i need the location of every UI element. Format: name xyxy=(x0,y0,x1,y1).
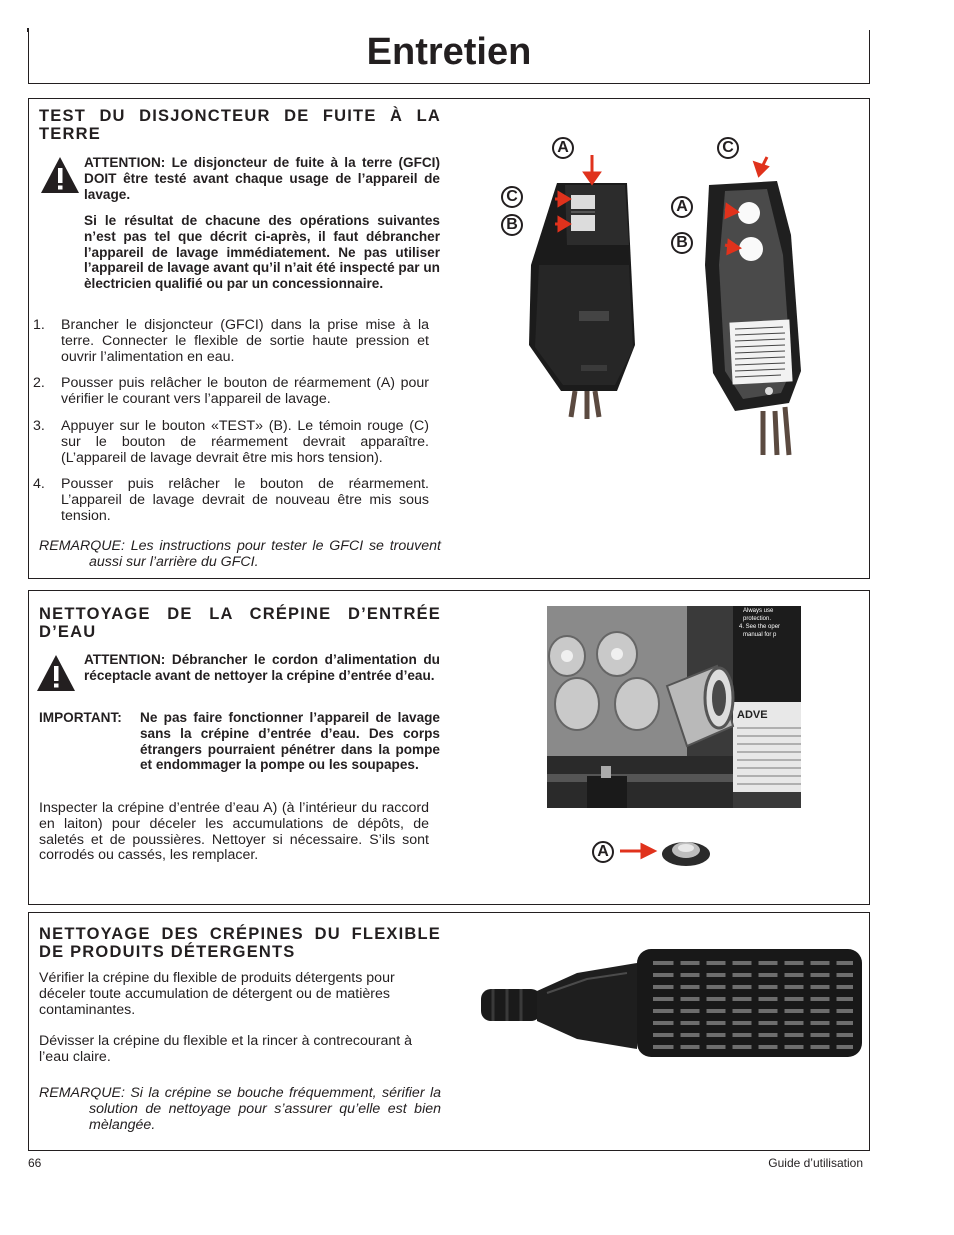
callout-a: A xyxy=(552,137,574,159)
gfci-illustration xyxy=(499,135,819,465)
gfci-note-text: REMARQUE: Les instructions pour tester le GFCI se trouvent aussi sur l’arrière du GFCI. xyxy=(39,538,441,570)
gfci-steps xyxy=(33,317,429,525)
strainer-important-text: Ne pas faire fonctionner l’appareil de lavage sans la crépine d’entrée d’eau. Des corps étrangers pourraient pénétrer dans la pompe et endommager la pompe ou les soupapes. xyxy=(140,710,440,773)
page-title: Entretien xyxy=(366,31,532,73)
list-item xyxy=(33,375,429,408)
detergent-body-1: Vérifier la crépine du flexible de produits détergents pour déceler toute accumulation de détergent ou de matières contaminantes. xyxy=(39,970,395,1018)
step-text: Pousser puis relâcher le bouton de réarmement. L’appareil de lavage devrait de nouveau être mis sous tension. xyxy=(61,476,429,524)
list-item xyxy=(33,476,429,524)
step-number: 2. xyxy=(33,375,45,392)
step-text: Brancher le disjoncteur (GFCI) dans la prise mise à la terre. Connecter le flexible de sortie haute pression et ouvrir l’alimentation en eau. xyxy=(61,317,429,365)
step-number: 1. xyxy=(33,317,45,333)
detergent-body-2: Dévisser la crépine du flexible et la rincer à contrecourant à l’eau claire. xyxy=(39,1033,413,1065)
callout-b: B xyxy=(501,214,523,236)
detergent-heading: NETTOYAGE DES CRÉPINES DU FLEXIBLE DE PRODUITS DÉTERGENTS xyxy=(39,925,441,961)
photo-text: Always use xyxy=(743,608,774,614)
callout-b: B xyxy=(671,232,693,254)
list-item xyxy=(33,417,429,466)
detergent-note-text: REMARQUE: Si la crépine se bouche fréquemment, sérifier la solution de nettoyage pour s’assurer qu’elle est bien mèlangée. xyxy=(39,1085,441,1133)
strainer-section xyxy=(28,590,870,905)
gfci-note xyxy=(39,539,441,571)
strainer-body: Inspecter la crépine d’entrée d’eau A) (à l’intérieur du raccord en laiton) pour déceler les accumulations de dépôts, de saletés et de poussières. Nettoyer si nécessaire. S’ils sont corrodés ou cassés, les remplacer. xyxy=(39,800,429,864)
strainer-part xyxy=(614,834,734,874)
callout-c: C xyxy=(501,186,523,208)
strainer-important-label: IMPORTANT: xyxy=(39,710,122,725)
strainer-heading: NETTOYAGE DE LA CRÉPINE D’ENTRÉE D’EAU xyxy=(39,605,441,641)
gfci-heading: TEST DU DISJONCTEUR DE FUITE À LA TERRE xyxy=(39,107,441,143)
gfci-attention-detail: Si le résultat de chacune des opérations suivantes n’est pas tel que décrit ci-après, il faut débrancher l’appareil de lavage immédiatement. Ne pas utiliser l’appareil de lavage avant qu’il n’ait été inspecté par un èlectricien qualifié ou par un concessionnaire. xyxy=(84,213,440,292)
photo-text: protection. xyxy=(743,616,772,622)
photo-text: manual for p xyxy=(743,632,777,638)
photo-text: ADVE xyxy=(737,709,768,721)
step-number: 4. xyxy=(33,476,45,493)
warning-icon xyxy=(35,653,77,693)
step-number: 3. xyxy=(33,417,45,434)
step-text: Appuyer sur le bouton «TEST» (B). Le témoin rouge (C) sur le bouton de réarmement devrait apparaître. (L’appareil de lavage devrait être mis hors tension). xyxy=(61,417,429,466)
step-text: Pousser puis relâcher le bouton de réarmement (A) pour vérifier le courant vers l’appareil de lavage. xyxy=(61,375,429,408)
detergent-section xyxy=(28,912,870,1151)
photo-text: 4. See the oper xyxy=(739,624,781,630)
gfci-section xyxy=(28,98,870,579)
callout-a: A xyxy=(671,196,693,218)
callout-a: A xyxy=(592,841,614,863)
strainer-attention: ATTENTION: Débrancher le cordon d’alimentation du réceptacle avant de nettoyer la crépine d’entrée d’eau. xyxy=(84,652,440,683)
detergent-strainer-photo xyxy=(477,939,877,1059)
page-title-box xyxy=(28,30,870,84)
pump-photo xyxy=(547,606,801,808)
warning-icon xyxy=(39,155,81,195)
detergent-note xyxy=(39,1086,441,1133)
callout-c: C xyxy=(717,137,739,159)
list-item xyxy=(33,317,429,365)
footer-guide-title: Guide d’utilisation xyxy=(768,1156,863,1170)
page-number: 66 xyxy=(28,1156,42,1170)
gfci-attention: ATTENTION: Le disjoncteur de fuite à la terre (GFCI) DOIT être testé avant chaque usage de l’appareil de lavage. xyxy=(84,155,440,202)
